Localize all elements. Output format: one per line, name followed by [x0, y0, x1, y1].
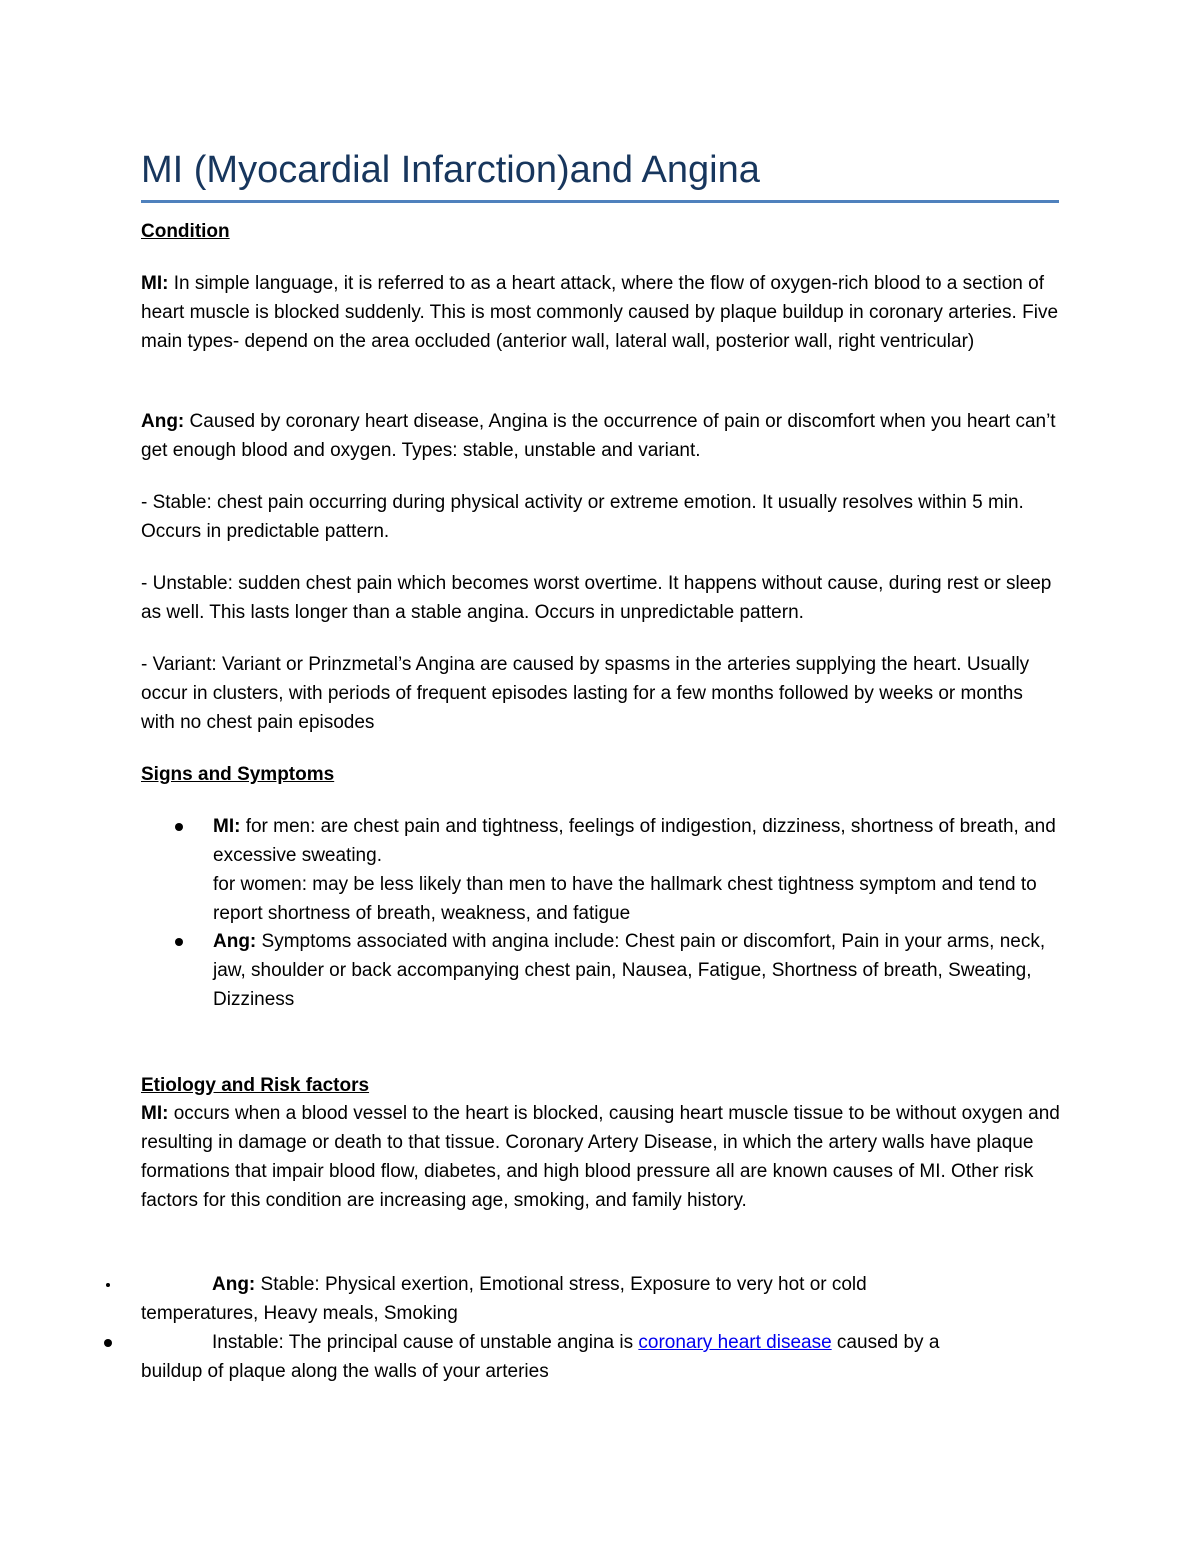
- etiology-ang-lead: Ang:: [212, 1274, 256, 1295]
- etiology-instable-line: [212, 1328, 939, 1357]
- condition-mi-text: In simple language, it is referred to as a heart attack, where the flow of oxygen-rich blood to a section of heart muscle is blocked suddenly. This is most commonly caused by plaque buildup in coronary arteries. Five main types- depend on the area occluded (anterior wall, lateral wall, posterior wall, right ventricular): [141, 273, 1059, 352]
- condition-ang-lead: Ang:: [141, 411, 185, 432]
- etiology-ang-line: [212, 1270, 867, 1299]
- etiology-heading: Etiology and Risk factors: [141, 1075, 370, 1096]
- bullet-icon: [104, 1339, 112, 1347]
- condition-mi-paragraph: [141, 269, 1061, 356]
- signs-mi-lead: MI:: [213, 816, 241, 837]
- condition-ang-text: Caused by coronary heart disease, Angina is the occurrence of pain or discomfort when you heart can’t get enough blood and oxygen. Types: stable, unstable and variant.: [141, 411, 1056, 461]
- bullet-icon: [175, 823, 183, 831]
- title-underline-rule: [141, 200, 1059, 203]
- etiology-ang-stable: Stable: Physical exertion, Emotional stress, Exposure to very hot or cold: [255, 1274, 867, 1295]
- page-title: MI (Myocardial Infarction)and Angina: [141, 149, 760, 191]
- etiology-mi-text: occurs when a blood vessel to the heart is blocked, causing heart muscle tissue to be without oxygen and resulting in damage or death to that tissue. Coronary Artery Disease, in which the artery walls have plaque formations that impair blood flow, diabetes, and high blood pressure all are known causes of MI. Other risk factors for this condition are increasing age, smoking, and family history.: [141, 1103, 1060, 1211]
- bullet-icon: [175, 938, 183, 946]
- signs-mi-men: for men: are chest pain and tightness, feelings of indigestion, dizziness, shortness of breath, and excessive sweating.: [213, 816, 1056, 866]
- condition-stable-paragraph: - Stable: chest pain occurring during physical activity or extreme emotion. It usually resolves within 5 min. Occurs in predictable pattern.: [141, 492, 1024, 542]
- signs-ang-lead: Ang:: [213, 931, 257, 952]
- condition-mi-lead: MI:: [141, 273, 169, 294]
- signs-mi-text-block: [213, 812, 1061, 928]
- signs-heading: Signs and Symptoms: [141, 764, 335, 785]
- etiology-ang-stable-cont: temperatures, Heavy meals, Smoking: [141, 1303, 458, 1324]
- signs-mi-women: for women: may be less likely than men to have the hallmark chest tightness symptom and tend to report shortness of breath, weakness, and fatigue: [213, 874, 1037, 924]
- etiology-instable-post: caused by a: [831, 1332, 940, 1353]
- bullet-icon: [106, 1283, 110, 1287]
- etiology-mi-lead: MI:: [141, 1103, 169, 1124]
- condition-heading: Condition: [141, 221, 230, 242]
- etiology-instable-cont: buildup of plaque along the walls of your arteries: [141, 1361, 549, 1382]
- condition-unstable-paragraph: - Unstable: sudden chest pain which becomes worst overtime. It happens without cause, during rest or sleep as well. This lasts longer than a stable angina. Occurs in unpredictable pattern.: [141, 573, 1052, 623]
- signs-ang-text: Symptoms associated with angina include: Chest pain or discomfort, Pain in your arms, neck, jaw, shoulder or back accompanying chest pain, Nausea, Fatigue, Shortness of breath, Sweating, Dizziness: [213, 931, 1046, 1010]
- condition-variant-paragraph: - Variant: Variant or Prinzmetal’s Angina are caused by spasms in the arteries supplying the heart. Usually occur in clusters, with periods of frequent episodes lasting for a few months followed by weeks or months with no chest pain episodes: [141, 654, 1030, 733]
- coronary-heart-disease-link[interactable]: coronary heart disease: [638, 1332, 832, 1353]
- condition-ang-paragraph: [141, 407, 1061, 465]
- signs-mi-men-line: [213, 812, 1061, 870]
- signs-ang-text-block: [213, 927, 1061, 1014]
- etiology-instable-pre: Instable: The principal cause of unstable angina is: [212, 1332, 639, 1353]
- etiology-mi-paragraph: [141, 1099, 1061, 1215]
